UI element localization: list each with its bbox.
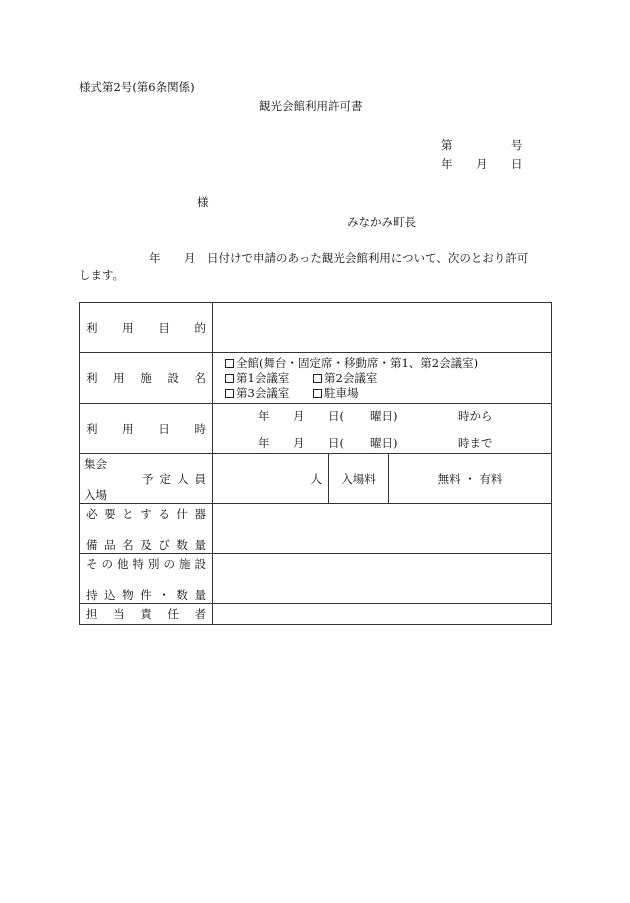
equipment-label-1: 必要とする什器 xyxy=(86,506,206,521)
attendance-label-mid: 予定人員 xyxy=(142,471,212,486)
facility-option-room1: 第1会議室 xyxy=(236,370,290,385)
other-label-cell xyxy=(80,554,213,604)
purpose-value xyxy=(213,303,552,353)
number-dai: 第 xyxy=(441,138,453,152)
facility-option-all: 全館(舞台・固定席・移動席・第1、第2会議室) xyxy=(236,355,479,370)
admission-options: 無料 ・ 有料 xyxy=(389,454,552,504)
manager-row xyxy=(80,604,552,625)
datetime-label: 利用日時 xyxy=(80,404,213,454)
checkbox[interactable] xyxy=(313,374,322,383)
attendance-label-bottom: 入場 xyxy=(84,487,107,502)
from-month: 月 xyxy=(293,408,305,423)
to-time: 時まで xyxy=(458,435,493,450)
checkbox[interactable] xyxy=(313,389,322,398)
facility-row xyxy=(80,353,552,404)
checkbox[interactable] xyxy=(225,374,234,383)
attendance-count-cell xyxy=(213,454,329,504)
facility-options xyxy=(213,353,552,404)
facility-option-room2: 第2会議室 xyxy=(324,370,378,385)
equipment-label-2: 備品名及び数量 xyxy=(86,537,206,552)
issuer-name: みなかみ町長 xyxy=(347,215,416,229)
to-day: 日( xyxy=(328,435,344,450)
person-unit: 人 xyxy=(310,471,322,486)
purpose-label: 利用目的 xyxy=(80,303,213,353)
addressee-suffix: 様 xyxy=(197,195,209,209)
facility-option-room3: 第3会議室 xyxy=(236,385,290,400)
body-line-2: します。 xyxy=(79,268,125,282)
equipment-label-cell xyxy=(80,504,213,554)
from-day: 日( xyxy=(328,408,344,423)
facility-option-line xyxy=(225,386,551,401)
to-weekday: 曜日) xyxy=(370,435,398,450)
from-time: 時から xyxy=(458,408,493,423)
other-label-1: その他特別の施設 xyxy=(86,556,206,571)
form-number: 様式第2号(第6条関係) xyxy=(79,80,195,94)
attendance-label-top: 集会 xyxy=(84,456,107,471)
checkbox[interactable] xyxy=(225,389,234,398)
attendance-row xyxy=(80,454,552,504)
body-month: 月 xyxy=(184,251,196,265)
to-month: 月 xyxy=(293,435,305,450)
permit-table xyxy=(79,302,552,625)
other-value xyxy=(213,554,552,604)
manager-label: 担当責任者 xyxy=(80,604,213,625)
equipment-row xyxy=(80,504,552,554)
date-day: 日 xyxy=(511,157,523,171)
facility-option-line xyxy=(225,356,551,371)
number-go: 号 xyxy=(511,138,523,152)
from-year: 年 xyxy=(258,408,270,423)
equipment-value xyxy=(213,504,552,554)
datetime-row xyxy=(80,404,552,454)
to-year: 年 xyxy=(258,435,270,450)
body-line-1: 日付けで申請のあった観光会館利用について、次のとおり許可 xyxy=(207,251,529,265)
checkbox[interactable] xyxy=(225,359,234,368)
other-row xyxy=(80,554,552,604)
from-weekday: 曜日) xyxy=(370,408,398,423)
date-month: 月 xyxy=(476,157,488,171)
document-title: 観光会館利用許可書 xyxy=(259,99,363,113)
body-year: 年 xyxy=(149,251,161,265)
other-label-2: 持込物件・数量 xyxy=(86,587,206,602)
facility-option-parking: 駐車場 xyxy=(324,385,359,400)
date-year: 年 xyxy=(441,157,453,171)
facility-label: 利用施設名 xyxy=(80,353,213,404)
attendance-label-cell xyxy=(80,454,213,504)
admission-label: 入場料 xyxy=(329,454,389,504)
manager-value xyxy=(213,604,552,625)
datetime-values xyxy=(213,404,552,454)
purpose-row xyxy=(80,303,552,353)
facility-option-line xyxy=(225,371,551,386)
